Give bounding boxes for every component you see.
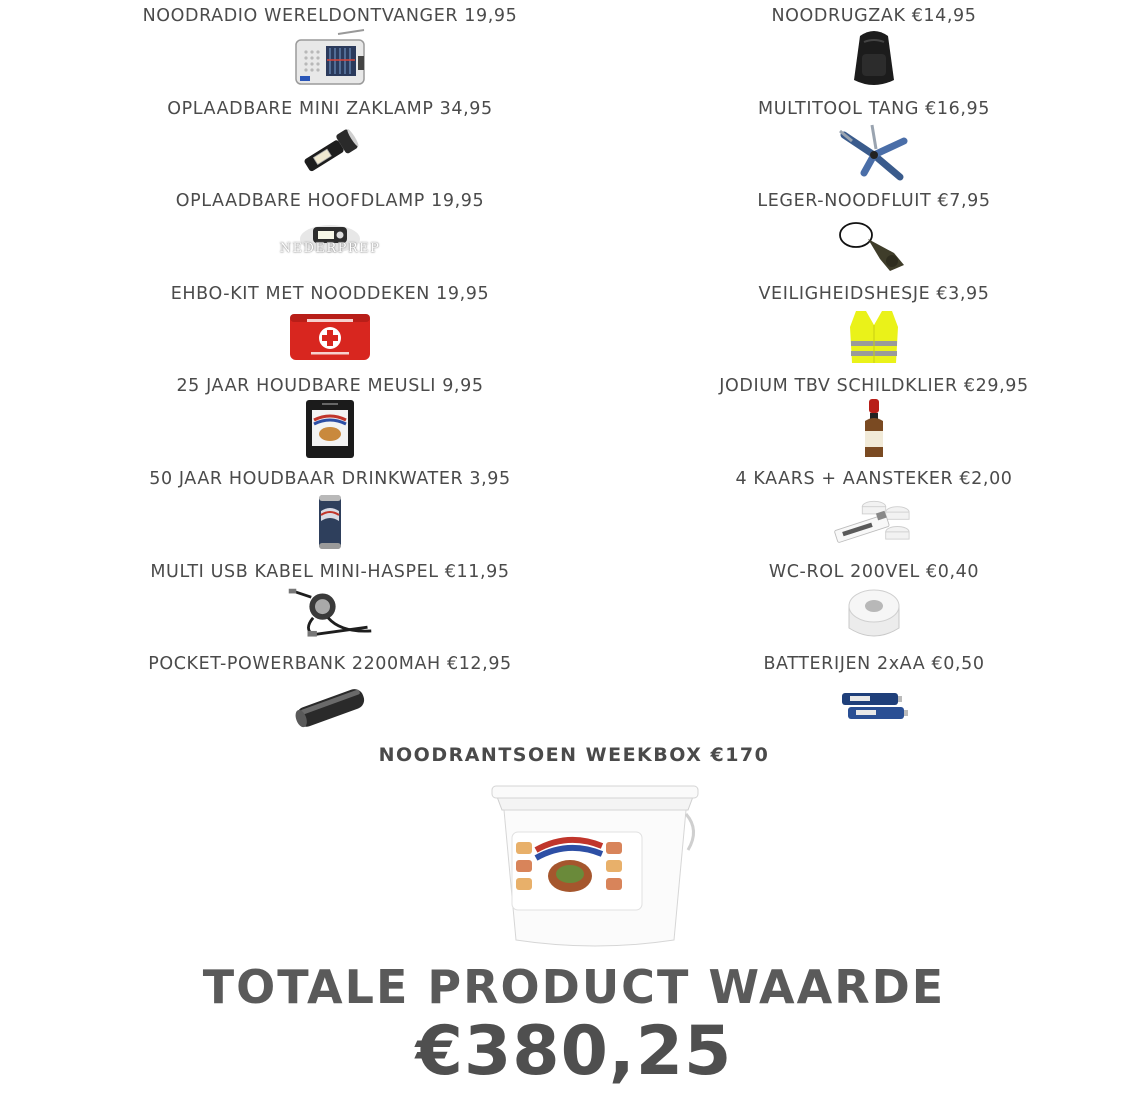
toilet-roll-icon [829,584,919,646]
multitool-icon [829,121,919,183]
product-label: VEILIGHEIDSHESJE €3,95 [758,283,990,304]
right-product-column [614,0,1134,741]
product-label: 25 JAAR HOUDBARE MEUSLI 9,95 [176,376,484,397]
product-label: MULTITOOL TANG €16,95 [758,98,990,119]
product-label: OPLAADBARE HOOFDLAMP 19,95 [175,191,485,212]
powerbank-icon [285,676,375,738]
product-label: OPLAADBARE MINI ZAKLAMP 34,95 [167,98,493,119]
product-label: JODIUM TBV SCHILDKLIER €29,95 [719,376,1029,397]
product-item-iodine [614,370,1134,463]
product-item-drinkwater [70,463,590,556]
total-value-title: TOTALE PRODUCT WAARDE [202,960,946,1014]
product-label: EHBO-KIT MET NOODDEKEN 19,95 [170,283,490,304]
product-item-radio [70,0,590,93]
batteries-icon [829,676,919,738]
product-item-safety-vest [614,278,1134,371]
product-label: NOODRUGZAK €14,95 [771,6,977,26]
product-label: MULTI USB KABEL MINI-HASPEL €11,95 [150,561,510,582]
product-item-candles [614,463,1134,556]
product-label: LEGER-NOODFLUIT €7,95 [757,191,991,212]
left-product-column [70,0,590,741]
whistle-icon [829,213,919,275]
safety-vest-icon [829,306,919,368]
product-item-usb-cable [70,556,590,649]
product-item-backpack [614,0,1134,93]
product-item-whistle [614,185,1134,278]
product-item-muesli [70,370,590,463]
radio-icon [285,28,375,90]
backpack-icon [829,28,919,90]
weekbox-bucket-icon [488,780,702,952]
total-value-amount: €380,25 [415,1012,733,1091]
product-label: POCKET-POWERBANK 2200MAH €12,95 [148,654,512,675]
iodine-bottle-icon [829,398,919,460]
flashlight-icon [285,121,375,183]
headlamp-icon [279,213,381,275]
usb-cable-icon [285,584,375,646]
product-label: NOODRADIO WERELDONTVANGER 19,95 [142,6,518,26]
headlamp-watermark: NEDERPREP [279,241,381,257]
product-label: BATTERIJEN 2xAA €0,50 [763,654,985,675]
product-item-toilet-roll [614,556,1134,649]
product-item-headlamp [70,185,590,278]
product-item-batteries [614,648,1134,741]
product-label: WC-ROL 200VEL €0,40 [768,561,980,582]
product-item-multitool [614,93,1134,186]
muesli-pouch-icon [285,398,375,460]
product-item-powerbank [70,648,590,741]
product-label: 4 KAARS + AANSTEKER €2,00 [735,468,1013,489]
weekbox-label: NOODRANTSOEN WEEKBOX €170 [378,744,770,766]
product-item-flashlight [70,93,590,186]
candles-lighter-icon [829,491,919,553]
product-label: 50 JAAR HOUDBAAR DRINKWATER 3,95 [149,468,511,489]
water-can-icon [285,491,375,553]
first-aid-kit-icon [285,306,375,368]
product-item-first-aid-kit [70,278,590,371]
